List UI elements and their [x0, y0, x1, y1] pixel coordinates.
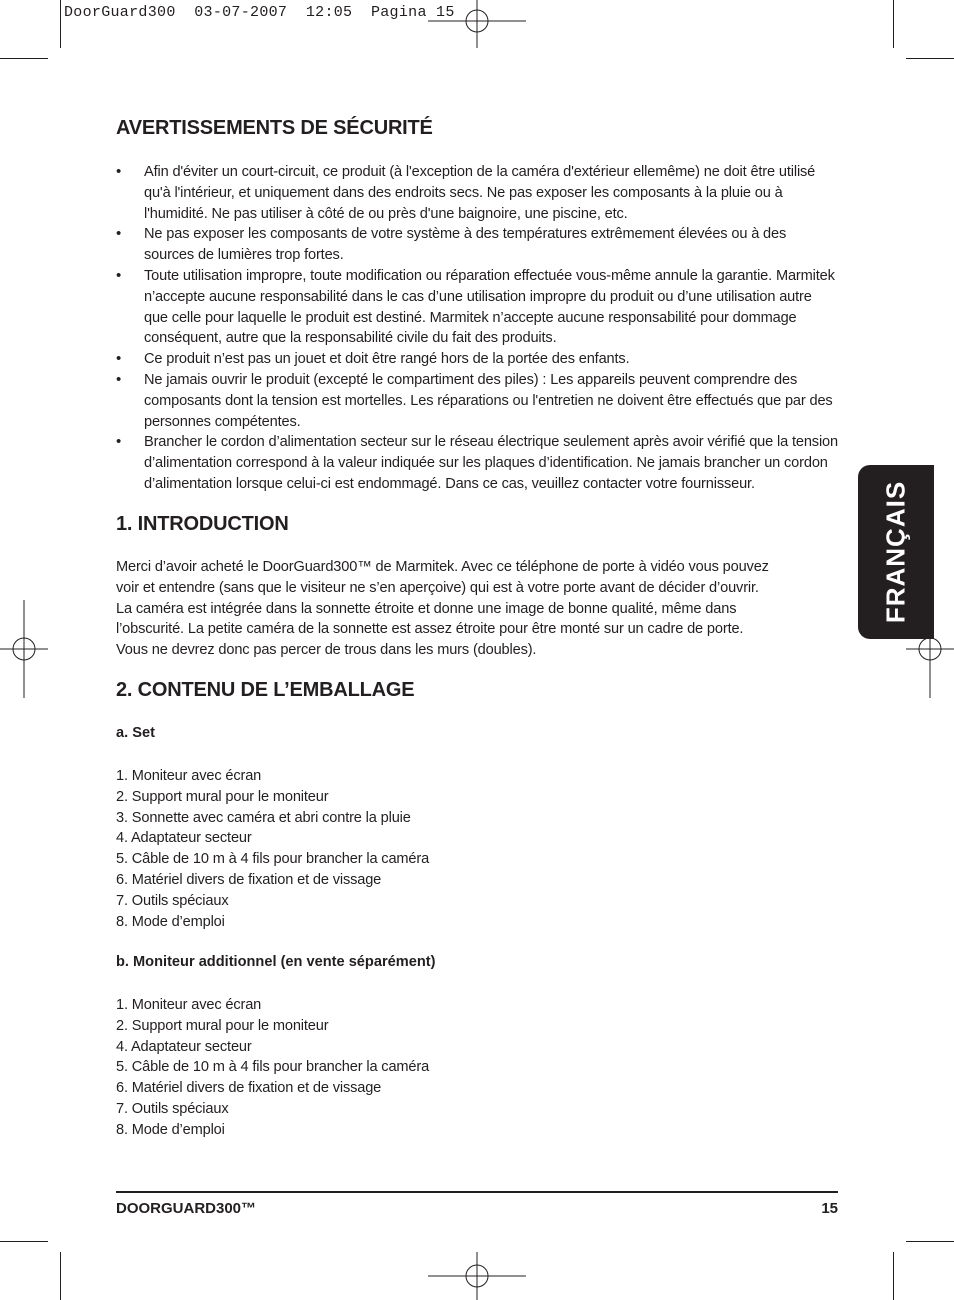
safety-item: • Ne pas exposer les composants de votre système à des températures extrêmement élevées ou à des sources de lumières trop fortes.	[116, 224, 838, 266]
safety-list	[116, 162, 838, 495]
extra-monitor-list	[116, 995, 429, 1141]
crop-mark	[906, 1241, 954, 1242]
intro-paragraph	[116, 557, 769, 661]
crop-mark	[906, 58, 954, 59]
list-item: 4. Adaptateur secteur	[116, 830, 252, 847]
intro-line: Merci d’avoir acheté le DoorGuard300™ de Marmitek. Avec ce téléphone de porte à vidéo vous pouvez	[116, 559, 769, 575]
print-slug: DoorGuard300 03-07-2007 12:05 Pagina 15	[64, 4, 455, 21]
list-item: 7. Outils spéciaux	[116, 892, 229, 909]
list-item: 8. Mode d’emploi	[116, 913, 225, 930]
safety-item: • Afin d'éviter un court-circuit, ce produit (à l'exception de la caméra d'extérieur ellemême) ne doit être utilisé qu'à l'intérieur, et uniquement dans des endroits secs. Ne pas exposer les composants à la pluie ou à l'humidité. Ne pas utiliser à côté de ou près d'une baignoire, une piscine, etc.	[116, 162, 838, 224]
set-list	[116, 766, 429, 932]
safety-item: • Ne jamais ouvrir le produit (excepté le compartiment des piles) : Les appareils peuvent comprendre des composants dont la tension est mortelles. Les réparations ou l'entretien ne doivent être effectués que par des personnes compétentes.	[116, 370, 838, 432]
list-item: 6. Matériel divers de fixation et de vissage	[116, 871, 382, 888]
list-item: 5. Câble de 10 m à 4 fils pour brancher la caméra	[116, 1059, 430, 1076]
safety-item: • Ce produit n’est pas un jouet et doit être rangé hors de la portée des enfants.	[116, 349, 838, 370]
crop-mark	[60, 1252, 61, 1300]
list-item: 1. Moniteur avec écran	[116, 997, 262, 1013]
intro-line: La caméra est intégrée dans la sonnette étroite et donne une image de bonne qualité, même dans	[116, 600, 737, 617]
language-tab-label: FRANÇAIS	[880, 480, 911, 624]
list-item: 8. Mode d’emploi	[116, 1121, 225, 1138]
contents-heading: 2. CONTENU DE L’EMBALLAGE	[116, 679, 415, 701]
extra-monitor-subheading: b. Moniteur additionnel (en vente séparément)	[116, 954, 436, 970]
registration-mark-bottom	[428, 1250, 526, 1300]
intro-line: Vous ne devrez donc pas percer de trous dans les murs (doubles).	[116, 642, 537, 659]
footer-rule	[116, 1191, 838, 1193]
registration-mark-left	[0, 600, 50, 698]
set-subheading: a. Set	[116, 725, 155, 741]
intro-line: l’obscurité. La petite caméra de la sonnette est assez étroite pour être monté sur un cadre de porte.	[116, 621, 744, 638]
intro-heading: 1. INTRODUCTION	[116, 513, 289, 535]
footer-product-name: DOORGUARD300™	[116, 1200, 257, 1217]
list-item: 4. Adaptateur secteur	[116, 1038, 252, 1055]
crop-mark	[0, 1241, 48, 1242]
list-item: 6. Matériel divers de fixation et de vissage	[116, 1080, 382, 1097]
crop-mark	[893, 1252, 894, 1300]
list-item: 1. Moniteur avec écran	[116, 768, 262, 784]
list-item: 5. Câble de 10 m à 4 fils pour brancher la caméra	[116, 851, 430, 868]
list-item: 7. Outils spéciaux	[116, 1100, 229, 1117]
list-item: 2. Support mural pour le moniteur	[116, 1017, 329, 1034]
safety-item: • Brancher le cordon d’alimentation secteur sur le réseau électrique seulement après avoir vérifié que la tension d’alimentation correspond à la valeur indiquée sur les plaques d’identification. Ne jamais brancher un cordon d’alimentation lorsque celui-ci est endommagé. Dans ce cas, veuillez contacter votre fournisseur.	[116, 432, 838, 494]
crop-mark	[0, 58, 48, 59]
page-number: 15	[821, 1200, 838, 1217]
list-item: 3. Sonnette avec caméra et abri contre la pluie	[116, 809, 411, 826]
intro-line: voir et entendre (sans que le visiteur ne s’en aperçoive) qui est à votre porte avant de décider d’ouvrir.	[116, 579, 759, 596]
registration-mark-top	[428, 0, 526, 50]
language-tab	[858, 465, 934, 639]
safety-item: • Toute utilisation impropre, toute modification ou réparation effectuée vous-même annule la garantie. Marmitek n’accepte aucune responsabilité dans le cas d’une utilisation impropre du produit ou d’une utilisation autre que celle pour laquelle le produit est destiné. Marmitek n’accepte aucune responsabilité pour dommage conséquent, autre que la responsabilité civile du fait des produits.	[116, 266, 838, 349]
crop-mark	[893, 0, 894, 48]
list-item: 2. Support mural pour le moniteur	[116, 788, 329, 805]
safety-heading: AVERTISSEMENTS DE SÉCURITÉ	[116, 117, 433, 139]
crop-mark	[60, 0, 61, 48]
